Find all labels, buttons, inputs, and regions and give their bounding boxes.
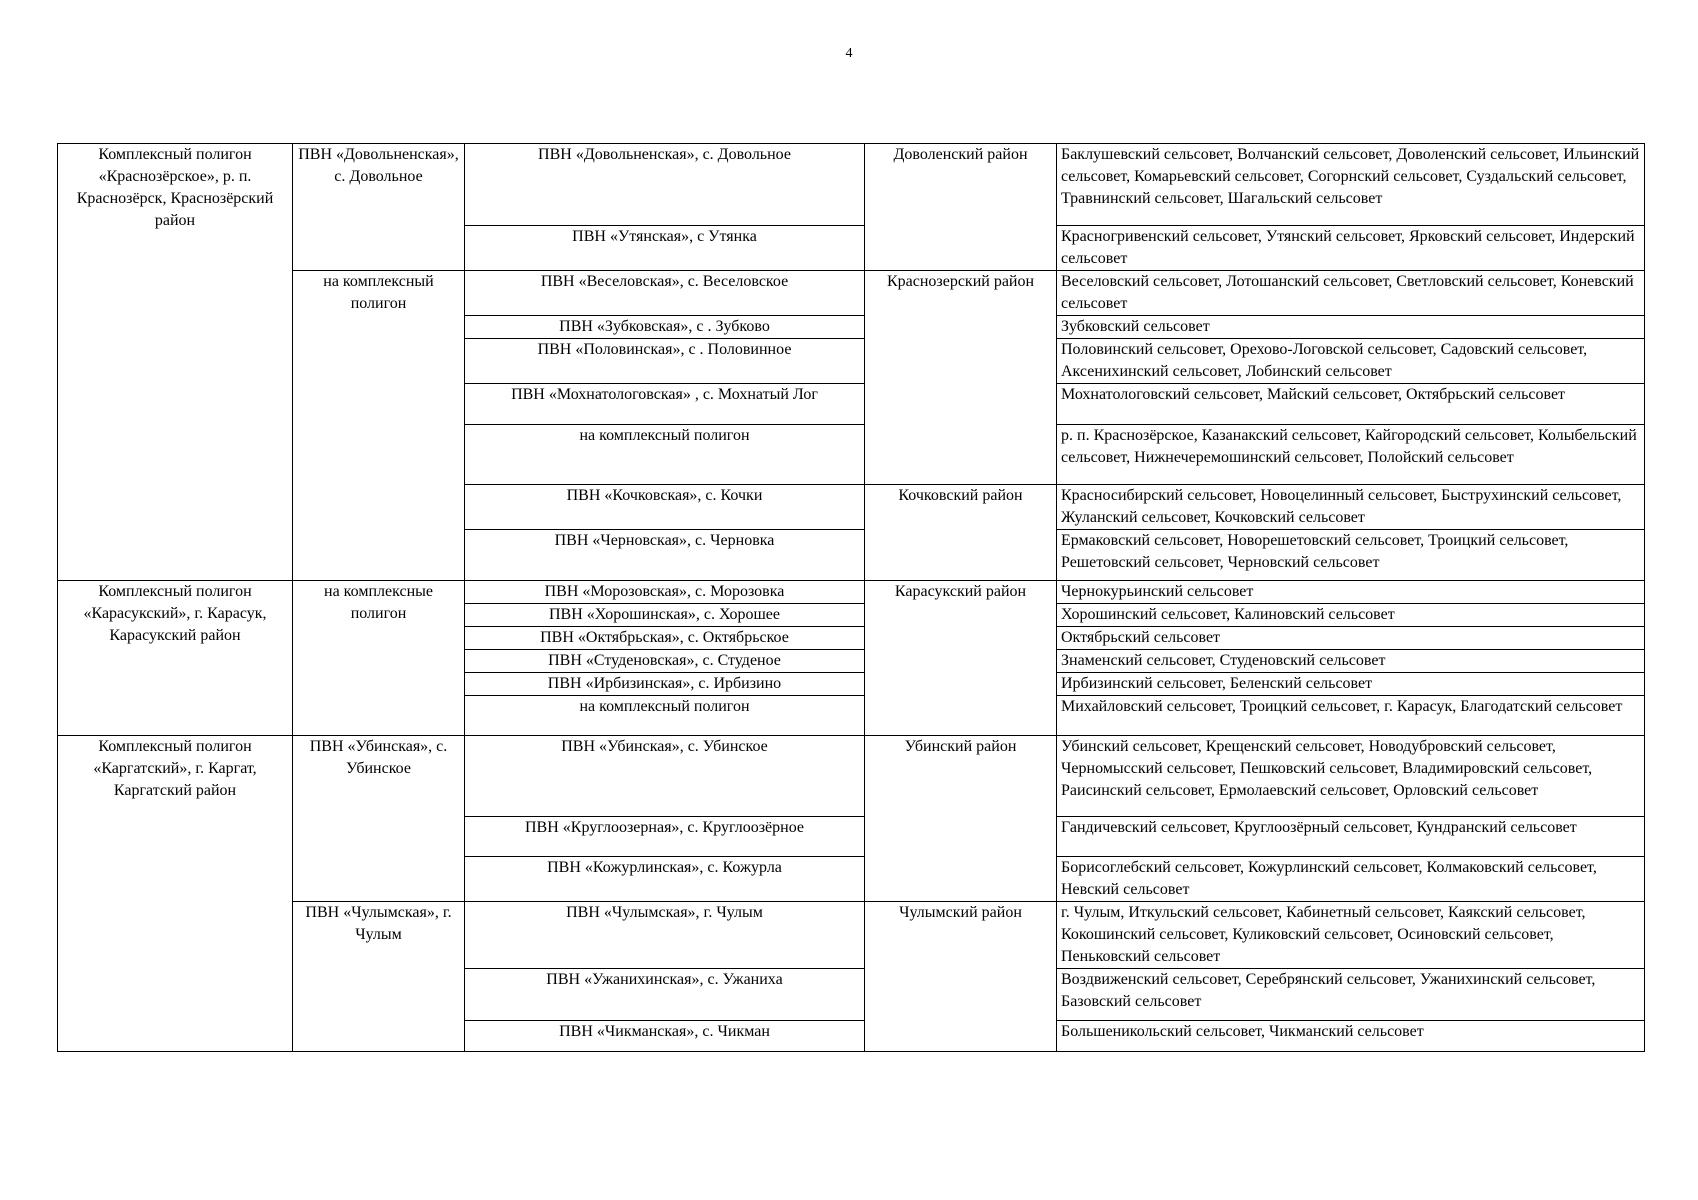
councils-cell: г. Чулым, Иткульский сельсовет, Кабинетный сельсовет, Каякский сельсовет, Кокошинский сельсовет, Куликовский сельсовет, Осиновский сельсовет, Пеньковский сельсовет	[1057, 902, 1645, 969]
councils-cell: Красносибирский сельсовет, Новоцелинный сельсовет, Быструхинский сельсовет, Жуланский сельсовет, Кочковский сельсовет	[1057, 485, 1645, 530]
councils-cell: Воздвиженский сельсовет, Серебрянский сельсовет, Ужанихинский сельсовет, Базовский сельсовет	[1057, 969, 1645, 1021]
polygon-cell: Комплексный полигон «Карасукский», г. Карасук, Карасукский район	[58, 581, 293, 736]
district-cell: Чулымский район	[865, 902, 1057, 1052]
station-cell: ПВН «Октябрьская», с. Октябрьское	[465, 627, 865, 650]
station-cell: ПВН «Веселовская», с. Веселовское	[465, 271, 865, 316]
station-cell: ПВН «Кожурлинская», с. Кожурла	[465, 857, 865, 902]
councils-cell: Зубковский сельсовет	[1057, 316, 1645, 339]
pvn-cell: ПВН «Чулымская», г. Чулым	[293, 902, 465, 1052]
station-cell: ПВН «Чулымская», г. Чулым	[465, 902, 865, 969]
station-cell: ПВН «Зубковская», с . Зубково	[465, 316, 865, 339]
councils-cell: Знаменский сельсовет, Студеновский сельсовет	[1057, 650, 1645, 673]
station-cell: ПВН «Студеновская», с. Студеное	[465, 650, 865, 673]
station-cell: ПВН «Круглоозерная», с. Круглоозёрное	[465, 817, 865, 857]
table-row	[58, 581, 1645, 604]
pvn-cell: на комплексные полигон	[293, 581, 465, 736]
councils-cell: Красногривенский сельсовет, Утянский сельсовет, Ярковский сельсовет, Индерский сельсовет	[1057, 226, 1645, 271]
councils-cell: Гандичевский сельсовет, Круглоозёрный сельсовет, Кундранский сельсовет	[1057, 817, 1645, 857]
station-cell: ПВН «Хорошинская», с. Хорошее	[465, 604, 865, 627]
councils-cell: Михайловский сельсовет, Троицкий сельсовет, г. Карасук, Благодатский сельсовет	[1057, 696, 1645, 736]
station-cell: ПВН «Ужанихинская», с. Ужаниха	[465, 969, 865, 1021]
district-cell: Убинский район	[865, 736, 1057, 902]
councils-cell: Хорошинский сельсовет, Калиновский сельсовет	[1057, 604, 1645, 627]
district-cell: Кочковский район	[865, 485, 1057, 581]
councils-cell: Ирбизинский сельсовет, Беленский сельсовет	[1057, 673, 1645, 696]
pvn-cell: ПВН «Довольненская», с. Довольное	[293, 144, 465, 271]
district-cell: Краснозерский район	[865, 271, 1057, 485]
pvn-cell: ПВН «Убинская», с. Убинское	[293, 736, 465, 902]
station-cell: на комплексный полигон	[465, 696, 865, 736]
station-cell: ПВН «Довольненская», с. Довольное	[465, 144, 865, 226]
table-row	[58, 736, 1645, 817]
station-cell: ПВН «Кочковская», с. Кочки	[465, 485, 865, 530]
station-cell: ПВН «Черновская», с. Черновка	[465, 530, 865, 581]
station-cell: ПВН «Половинская», с . Половинное	[465, 339, 865, 384]
councils-cell: Октябрьский сельсовет	[1057, 627, 1645, 650]
station-cell: на комплексный полигон	[465, 425, 865, 485]
polygon-cell: Комплексный полигон «Каргатский», г. Каргат, Каргатский район	[58, 736, 293, 1052]
station-cell: ПВН «Морозовская», с. Морозовка	[465, 581, 865, 604]
table-row	[58, 144, 1645, 226]
station-cell: ПВН «Убинская», с. Убинское	[465, 736, 865, 817]
councils-cell: Борисоглебский сельсовет, Кожурлинский сельсовет, Колмаковский сельсовет, Невский сельсовет	[1057, 857, 1645, 902]
councils-cell: р. п. Краснозёрское, Казанакский сельсовет, Кайгородский сельсовет, Колыбельский сельсовет, Нижнечеремошинский сельсовет, Полойский сельсовет	[1057, 425, 1645, 485]
councils-cell: Большеникольский сельсовет, Чикманский сельсовет	[1057, 1021, 1645, 1052]
station-cell: ПВН «Ирбизинская», с. Ирбизино	[465, 673, 865, 696]
table-row	[58, 271, 1645, 316]
councils-cell: Убинский сельсовет, Крещенский сельсовет, Новодубровский сельсовет, Черномысский сельсовет, Пешковский сельсовет, Владимировский сельсовет, Раисинский сельсовет, Ермолаевский сельсовет, Орловский сельсовет	[1057, 736, 1645, 817]
evacuation-table	[57, 143, 1645, 1052]
councils-cell: Веселовский сельсовет, Лотошанский сельсовет, Светловский сельсовет, Коневский сельсовет	[1057, 271, 1645, 316]
page-number: 4	[845, 46, 853, 61]
polygon-cell: Комплексный полигон «Краснозёрское», р. п. Краснозёрск, Краснозёрский район	[58, 144, 293, 581]
district-cell: Карасукский район	[865, 581, 1057, 736]
councils-cell: Мохнатологовский сельсовет, Майский сельсовет, Октябрьский сельсовет	[1057, 384, 1645, 425]
station-cell: ПВН «Утянская», с Утянка	[465, 226, 865, 271]
district-cell: Доволенский район	[865, 144, 1057, 271]
councils-cell: Баклушевский сельсовет, Волчанский сельсовет, Доволенский сельсовет, Ильинский сельсовет, Комарьевский сельсовет, Согорнский сельсовет, Суздальский сельсовет, Травнинский сельсовет, Шагальский сельсовет	[1057, 144, 1645, 226]
councils-cell: Чернокурьинский сельсовет	[1057, 581, 1645, 604]
station-cell: ПВН «Чикманская», с. Чикман	[465, 1021, 865, 1052]
councils-cell: Половинский сельсовет, Орехово-Логовской сельсовет, Садовский сельсовет, Аксенихинский сельсовет, Лобинский сельсовет	[1057, 339, 1645, 384]
councils-cell: Ермаковский сельсовет, Новорешетовский сельсовет, Троицкий сельсовет, Решетовский сельсовет, Черновский сельсовет	[1057, 530, 1645, 581]
pvn-cell: на комплексный полигон	[293, 271, 465, 581]
station-cell: ПВН «Мохнатологовская» , с. Мохнатый Лог	[465, 384, 865, 425]
table-row	[58, 902, 1645, 969]
